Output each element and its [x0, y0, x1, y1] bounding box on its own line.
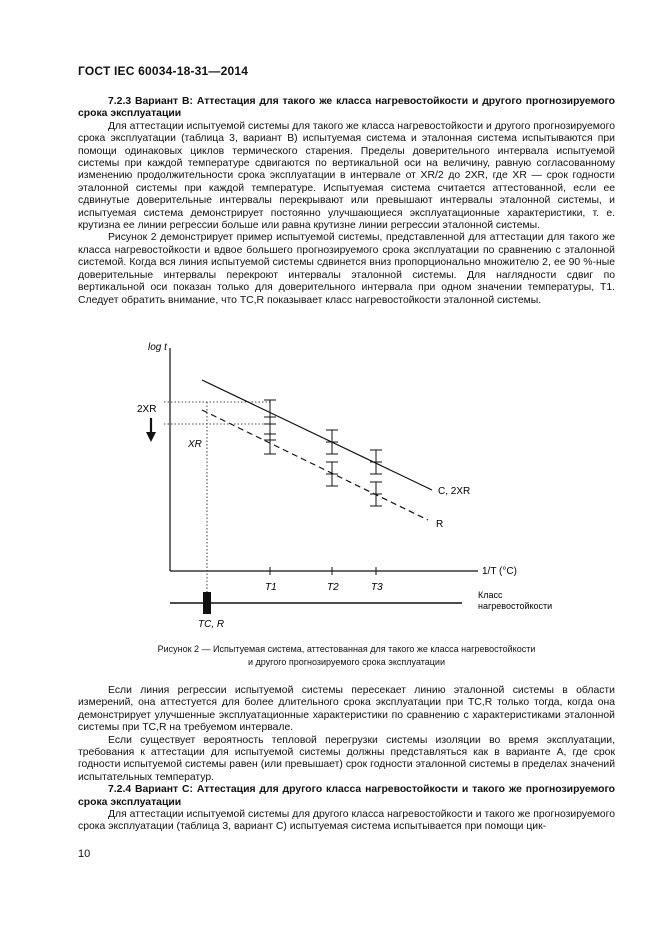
line-r-label: R: [436, 519, 444, 530]
error-bar-c-t3: [370, 450, 382, 474]
line-c-label: C, 2XR: [438, 486, 471, 497]
caption-line-2: и другого прогнозируемого срока эксплуатации: [247, 656, 445, 667]
figure-2-diagram: [0, 330, 661, 630]
error-bar-r-t2: [326, 462, 338, 486]
label-2xr: 2XR: [137, 404, 157, 415]
x-axis-label: 1/T (°C): [482, 566, 517, 577]
error-bar-r-t1: [264, 424, 276, 454]
line-c: [202, 380, 432, 490]
figure-caption: [78, 643, 615, 668]
label-xr: XR: [188, 439, 202, 450]
section-after-figure: [78, 685, 615, 834]
class-label-2: нагревостойкости: [478, 601, 553, 611]
paragraph: Если существует вероятность тепловой перегрузки системы изоляции во время эксплуатации, требования к аттестации для испытуемой системы должны представляться как в варианте А, где срок годности испытуемой системы равен (или превышает) срок годности эталонной системы в пределах значений испытательных температур.: [78, 734, 615, 783]
line-r: [202, 410, 428, 520]
paragraph: Рисунок 2 демонстрирует пример испытуемой системы, представленной для аттестации для такого же класса нагревостойкости и вдвое большего прогнозируемого срока эксплуатации по сравнению с эталонной системой. Когда вся линия испытуемой системы сдвинется вниз пропорционально множителю 2, ее 90 %-ные доверительные интервалы перекроют интервалы эталонной системы. Для наглядности сдвиг по вертикальной оси показан только для доверительного интервала при одном значении температуры, T1. Следует обратить внимание, что TC,R показывает класс нагревостойкости эталонной системы.: [78, 232, 615, 306]
section-heading-7-2-4: 7.2.4 Вариант С: Аттестация для другого класса нагревостойкости и такого же прогнозируемого срока эксплуатации: [78, 784, 615, 808]
paragraph: Для аттестации испытуемой системы для такого же класса нагревостойкости и другого прогнозируемого срока эксплуатации (таблица 3, вариант В) испытуемая система и эталонная система испытываются при помощи одинаковых циклов термического старения. Пределы доверительного интервала испытуемой системы при каждой температуре сдвигаются по вертикальной оси на величину, равную согласованному изменению продолжительности срока эксплуатации в интервале от XR/2 до 2XR, где XR — срок годности эталонной системы при каждой температуре. Испытуемая система считается аттестованной, если ее сдвинутые доверительные интервалы перекрывают или превышают интервалы эталонной системы, и испытуемая система демонстрирует постоянно улучшающиеся эксплуатационные характеристики, т. е. крутизна ее линии регрессии больше или равна крутизне линии регрессии эталонной системы.: [78, 120, 615, 232]
tick-label-t1: T1: [265, 582, 277, 593]
page-number: 10: [78, 848, 91, 860]
tick-label-t3: T3: [371, 582, 383, 593]
tcr-marker: [203, 592, 211, 614]
class-label-1: Класс: [478, 590, 503, 600]
tcr-label: TC, R: [198, 619, 225, 630]
error-bar-r-t3: [370, 482, 382, 506]
section-7-2-3: [78, 96, 615, 307]
error-bar-c-t2: [326, 430, 338, 454]
caption-line-1: Рисунок 2 — Испытуемая система, аттестованная для такого же класса нагревостойкости: [157, 644, 536, 654]
shift-arrow-head: [146, 432, 156, 442]
document-header: ГОСТ IEC 60034-18-31—2014: [78, 64, 249, 78]
section-heading-7-2-3: 7.2.3 Вариант В: Аттестация для такого же класса нагревостойкости и другого прогнозируемого срока эксплуатации: [78, 96, 615, 120]
tick-label-t2: T2: [327, 582, 339, 593]
paragraph: Для аттестации испытуемой системы для другого класса нагревостойкости и такого же прогнозируемого срока эксплуатации (таблица 3, вариант С) испытуемая система испытывается при помощи цик-: [78, 809, 615, 833]
paragraph: Если линия регрессии испытуемой системы пересекает линию эталонной системы в области измерений, она аттестуется для более длительного срока эксплуатации при TC,R только тогда, когда она демонстрирует улучшенные эксплуатационные характеристики по сравнению с характеристиками эталонной системы при TC,R на требуемом интервале.: [78, 685, 615, 734]
y-axis-label: log t: [148, 342, 167, 353]
